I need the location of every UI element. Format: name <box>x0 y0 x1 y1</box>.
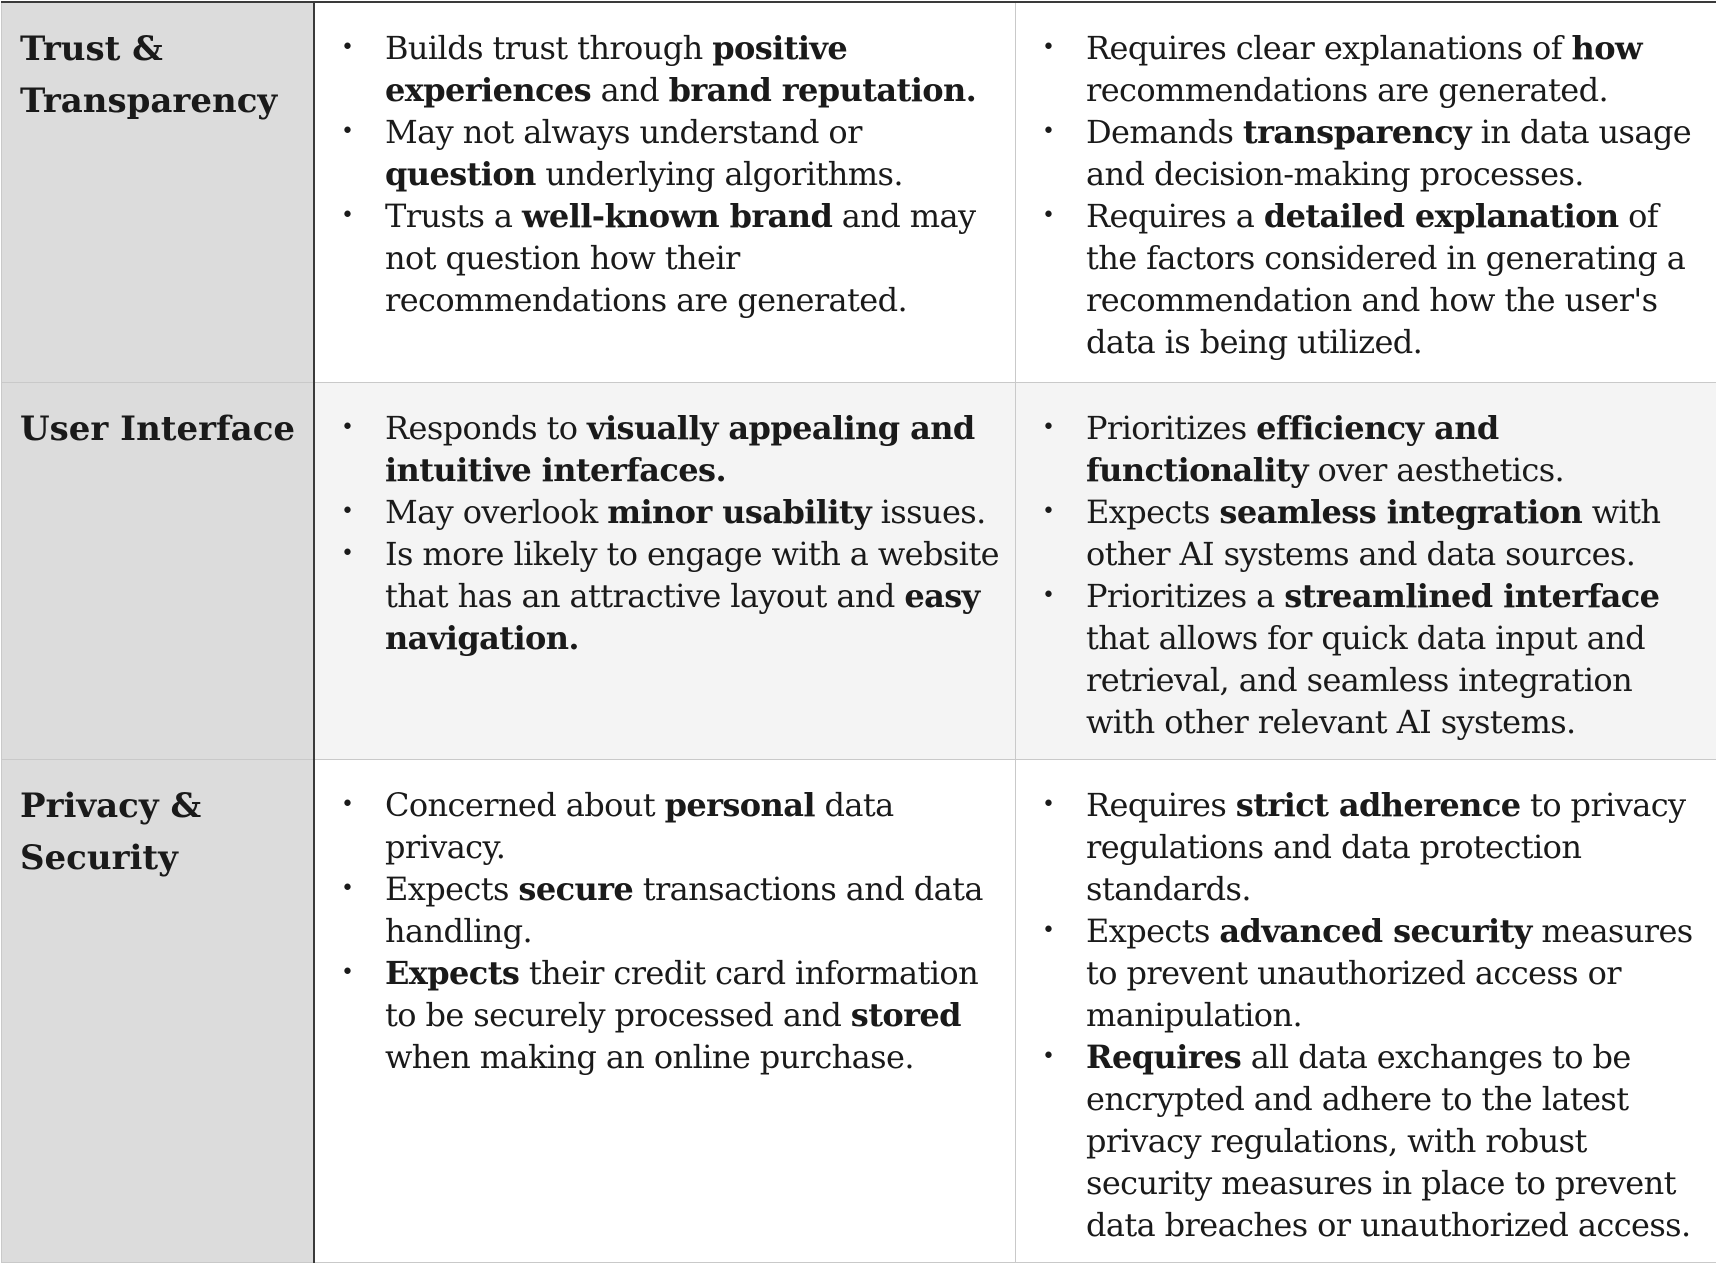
text-segment: over aesthetics. <box>1308 451 1564 489</box>
text-segment: May not always understand or <box>385 113 862 151</box>
text-segment: Expects <box>385 870 518 908</box>
text-segment: Concerned about <box>385 786 665 824</box>
list-item <box>1034 27 1704 111</box>
category-label: User Interface <box>2 383 313 455</box>
text-segment: Expects <box>1086 912 1219 950</box>
table-row-privacy-security <box>2 759 1716 1262</box>
text-segment: in data usage and decision-making processes. <box>1086 113 1691 193</box>
bold-text: question <box>385 155 536 193</box>
column-b-cell <box>1016 759 1716 1262</box>
bold-text: minor usability <box>607 493 871 531</box>
text-segment: all data exchanges to be encrypted and adhere to the latest privacy regulations, with robust security measures in place to prevent data breaches or unauthorized access. <box>1086 1038 1691 1244</box>
list-item <box>1034 491 1704 575</box>
bold-text: efficiency and functionality <box>1086 409 1499 489</box>
text-segment: transactions and data handling. <box>385 870 983 950</box>
text-segment: recommendations are generated. <box>1086 71 1608 109</box>
text-segment: Trusts a <box>385 197 522 235</box>
text-segment: to privacy regulations and data protection standards. <box>1086 786 1686 908</box>
column-a-cell <box>314 382 1016 759</box>
bold-text: brand reputation. <box>669 71 977 109</box>
text-segment: Prioritizes <box>1086 409 1256 447</box>
text-segment: issues. <box>871 493 986 531</box>
text-segment: their credit card information to be securely processed and <box>385 954 978 1034</box>
category-cell <box>2 2 315 382</box>
bold-text: visually appealing and intuitive interfaces. <box>385 409 975 489</box>
bold-text: transparency <box>1243 113 1471 151</box>
list-item <box>333 195 1003 321</box>
list-item <box>1034 575 1704 743</box>
text-segment: underlying algorithms. <box>536 155 903 193</box>
bold-text: positive experiences <box>385 29 847 109</box>
category-cell <box>2 382 315 759</box>
bold-text: easy navigation. <box>385 577 980 657</box>
column-b-cell <box>1016 2 1716 382</box>
bold-text: seamless integration <box>1219 493 1582 531</box>
text-segment: Builds trust through <box>385 29 712 67</box>
list-item <box>333 407 1003 491</box>
table-row-trust-transparency <box>2 2 1716 382</box>
text-segment: measures to prevent unauthorized access or manipulation. <box>1086 912 1693 1034</box>
text-segment: Expects <box>1086 493 1219 531</box>
bold-text: stored <box>851 996 961 1034</box>
bullet-list <box>315 383 1015 659</box>
comparison-table <box>1 1 1716 1263</box>
list-item <box>1034 111 1704 195</box>
text-segment: Responds to <box>385 409 587 447</box>
table-row-user-interface <box>2 382 1716 759</box>
text-segment: May overlook <box>385 493 607 531</box>
list-item <box>1034 910 1704 1036</box>
text-segment: Is more likely to engage with a website that has an attractive layout and <box>385 535 999 615</box>
list-item <box>1034 1036 1704 1246</box>
text-segment: data privacy. <box>385 786 894 866</box>
list-item <box>1034 784 1704 910</box>
list-item <box>1034 195 1704 363</box>
text-segment: Requires a <box>1086 197 1264 235</box>
bold-text: well-known brand <box>522 197 832 235</box>
category-label: Privacy & Security <box>2 760 313 884</box>
category-label: Trust & Transparency <box>2 3 313 127</box>
bullet-list <box>1016 3 1716 363</box>
bold-text: how <box>1572 29 1642 67</box>
list-item <box>1034 407 1704 491</box>
text-segment: that allows for quick data input and retrieval, and seamless integration with other relevant AI systems. <box>1086 619 1645 741</box>
text-segment: with other AI systems and data sources. <box>1086 493 1660 573</box>
bullet-list <box>1016 760 1716 1246</box>
bold-text: Requires <box>1086 1038 1241 1076</box>
bold-text: personal <box>665 786 815 824</box>
column-a-cell <box>314 759 1016 1262</box>
list-item <box>333 491 1003 533</box>
text-segment: Requires <box>1086 786 1236 824</box>
list-item <box>333 868 1003 952</box>
text-segment: when making an online purchase. <box>385 1038 914 1076</box>
bold-text: strict adherence <box>1236 786 1521 824</box>
text-segment: of the factors considered in generating a recommendation and how the user's data is being utilized. <box>1086 197 1685 361</box>
list-item <box>333 27 1003 111</box>
text-segment: Prioritizes a <box>1086 577 1284 615</box>
bullet-list <box>1016 383 1716 743</box>
list-item <box>333 111 1003 195</box>
bold-text: advanced security <box>1219 912 1531 950</box>
bullet-list <box>315 3 1015 321</box>
list-item <box>333 952 1003 1078</box>
column-b-cell <box>1016 382 1716 759</box>
text-segment: and <box>591 71 669 109</box>
bullet-list <box>315 760 1015 1078</box>
bold-text: streamlined interface <box>1284 577 1659 615</box>
category-cell <box>2 759 315 1262</box>
column-a-cell <box>314 2 1016 382</box>
text-segment: Demands <box>1086 113 1243 151</box>
text-segment: and may not question how their recommendations are generated. <box>385 197 975 319</box>
bold-text: Expects <box>385 954 519 992</box>
bold-text: secure <box>518 870 633 908</box>
list-item <box>333 784 1003 868</box>
text-segment: Requires clear explanations of <box>1086 29 1572 67</box>
list-item <box>333 533 1003 659</box>
bold-text: detailed explanation <box>1264 197 1619 235</box>
